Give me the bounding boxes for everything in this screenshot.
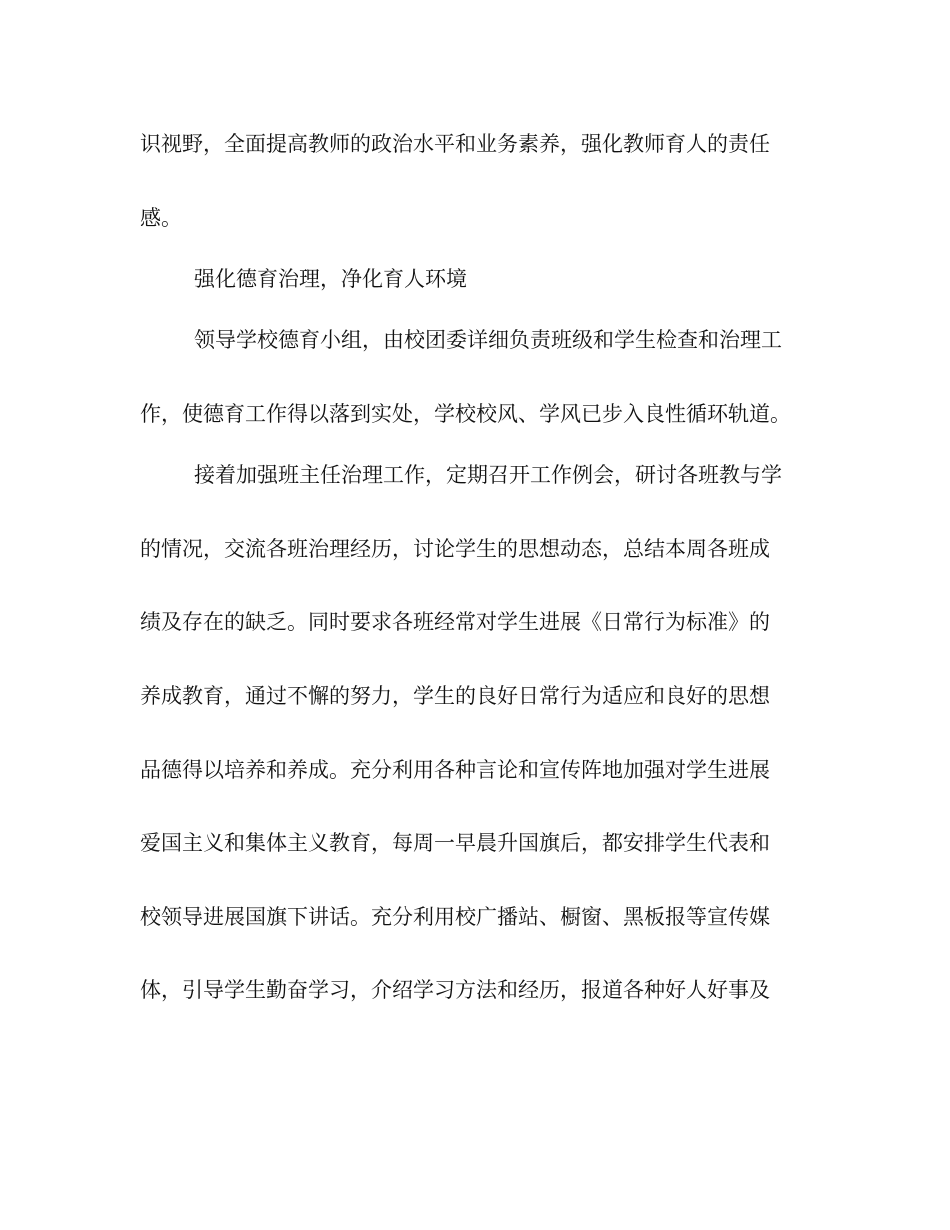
paragraph-line: 爱国主义和集体主义教育，每周一早晨升国旗后，都安排学生代表和 xyxy=(140,831,770,855)
paragraph-line: 品德得以培养和养成。充分利用各种言论和宣传阵地加强对学生进展 xyxy=(140,758,770,782)
paragraph-line: 识视野，全面提高教师的政治水平和业务素养，强化教师育人的责任 xyxy=(140,132,770,156)
paragraph-line: 校领导进展国旗下讲话。充分利用校广播站、橱窗、黑板报等宣传媒 xyxy=(140,905,770,929)
paragraph-line: 感。 xyxy=(140,206,182,230)
paragraph-line: 绩及存在的缺乏。同时要求各班经常对学生进展《日常行为标准》的 xyxy=(140,610,770,634)
paragraph-line: 的情况，交流各班治理经历，讨论学生的思想动态，总结本周各班成 xyxy=(140,537,770,561)
paragraph-line: 作，使德育工作得以落到实处，学校校风、学风已步入良性循环轨道。 xyxy=(140,402,791,426)
paragraph-line: 接着加强班主任治理工作，定期召开工作例会，研讨各班教与学 xyxy=(194,463,782,487)
paragraph-line: 领导学校德育小组，由校团委详细负责班级和学生检查和治理工 xyxy=(194,328,782,352)
paragraph-line: 体，引导学生勤奋学习，介绍学习方法和经历，报道各种好人好事及 xyxy=(140,978,770,1002)
paragraph-line: 养成教育，通过不懈的努力，学生的良好日常行为适应和良好的思想 xyxy=(140,684,770,708)
section-heading: 强化德育治理，净化育人环境 xyxy=(194,267,467,291)
